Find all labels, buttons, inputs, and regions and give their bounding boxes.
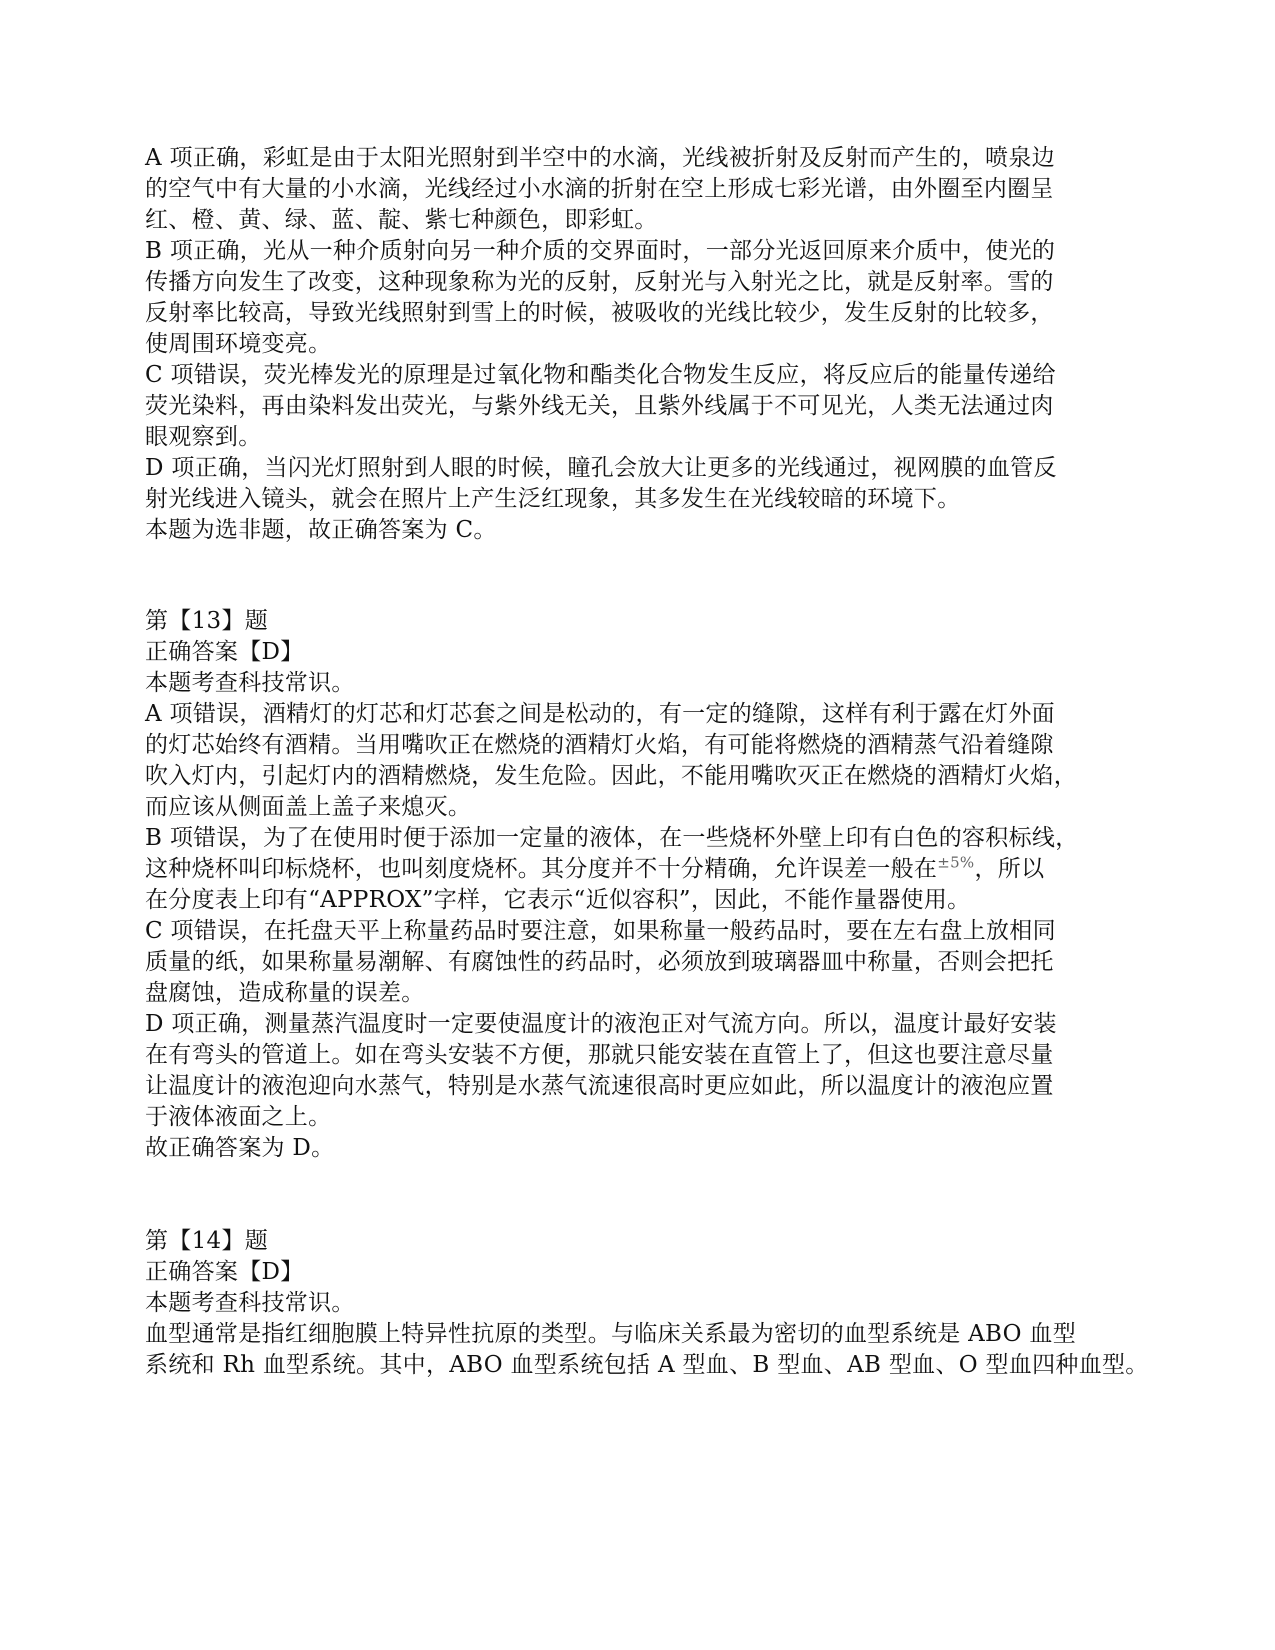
text-line <box>145 298 1145 329</box>
text-line <box>145 1350 1149 1381</box>
line-text: A 项错误，酒精灯的灯芯和灯芯套之间是松动的，有一定的缝隙，这样有利于露在灯外面 <box>145 701 1055 727</box>
section-q13 <box>145 606 1145 1164</box>
line-text: D 项正确，当闪光灯照射到人眼的时候，瞳孔会放大让更多的光线通过，视网膜的血管反 <box>145 455 1057 481</box>
tolerance-formula: ±5% <box>937 853 975 872</box>
line-text: C 项错误，荧光棒发光的原理是过氧化物和酯类化合物发生反应，将反应后的能量传递给 <box>145 362 1056 388</box>
text-line <box>145 174 1145 205</box>
line-text: A 项正确，彩虹是由于太阳光照射到半空中的水滴，光线被折射及反射而产生的，喷泉边 <box>145 145 1055 171</box>
section-q12-explanation <box>145 143 1145 546</box>
text-line <box>145 1226 1145 1257</box>
line-text: 射光线进入镜头，就会在照片上产生泛红现象，其多发生在光线较暗的环境下。 <box>145 486 961 512</box>
line-text: 于液体液面之上。 <box>145 1104 332 1130</box>
text-line <box>145 885 1145 916</box>
line-text: 系统和 Rh 血型系统。其中，ABO 血型系统包括 A 型血、B 型血、AB 型血、O 型血四种血型。 <box>145 1352 1149 1378</box>
text-line <box>145 823 1145 854</box>
line-text: 本题考查科技常识。 <box>145 670 355 696</box>
line-text: D 项正确，测量蒸汽温度时一定要使温度计的液泡正对气流方向。所以，温度计最好安装 <box>145 1011 1057 1037</box>
line-text: 本题考查科技常识。 <box>145 1290 355 1316</box>
text-line <box>145 329 1145 360</box>
line-text: B 项正确，光从一种介质射向另一种介质的交界面时，一部分光返回原来介质中，使光的 <box>145 238 1056 264</box>
text-line <box>145 391 1145 422</box>
line-text: 红、橙、黄、绿、蓝、靛、紫七种颜色，即彩虹。 <box>145 207 658 233</box>
line-text: 荧光染料，再由染料发出荧光，与紫外线无关，且紫外线属于不可见光，人类无法通过肉 <box>145 393 1054 419</box>
line-text: 在分度表上印有“APPROX”字样，它表示“近似容积”，因此，不能作量器使用。 <box>145 887 971 913</box>
text-line <box>145 1102 1145 1133</box>
line-text: 本题为选非题，故正确答案为 C。 <box>145 517 497 543</box>
line-text: 吹入灯内，引起灯内的酒精燃烧，发生危险。因此，不能用嘴吹灭正在燃烧的酒精灯火焰， <box>145 763 1077 789</box>
text-line <box>145 1009 1145 1040</box>
text-line <box>145 1257 1145 1288</box>
text-line <box>145 360 1145 391</box>
text-line <box>145 947 1145 978</box>
line-text: 的空气中有大量的小水滴，光线经过小水滴的折射在空上形成七彩光谱，由外圈至内圈呈 <box>145 176 1054 202</box>
text-line <box>145 515 1145 546</box>
line-text: 这种烧杯叫印标烧杯，也叫刻度烧杯。其分度并不十分精确，允许误差一般在 <box>145 856 938 882</box>
line-text: 眼观察到。 <box>145 424 262 450</box>
line-text: 第【14】题 <box>145 1228 269 1254</box>
text-line <box>145 854 1145 885</box>
text-line <box>145 143 1145 174</box>
line-text: 故正确答案为 D。 <box>145 1135 335 1161</box>
text-line <box>145 1133 1145 1164</box>
text-line <box>145 484 1145 515</box>
text-line <box>145 792 1145 823</box>
text-line <box>145 761 1145 792</box>
text-line <box>145 1071 1145 1102</box>
text-line <box>145 730 1145 761</box>
line-text: 让温度计的液泡迎向水蒸气，特别是水蒸气流速很高时更应如此，所以温度计的液泡应置 <box>145 1073 1054 1099</box>
text-line <box>145 422 1145 453</box>
line-text: 传播方向发生了改变，这种现象称为光的反射，反射光与入射光之比，就是反射率。雪的 <box>145 269 1054 295</box>
line-text-suffix: ，所以 <box>974 856 1045 882</box>
line-text: C 项错误，在托盘天平上称量药品时要注意，如果称量一般药品时，要在左右盘上放相同 <box>145 918 1056 944</box>
text-line <box>145 453 1145 484</box>
text-line <box>145 267 1145 298</box>
text-line <box>145 606 1145 637</box>
line-text: 使周围环境变亮。 <box>145 331 332 357</box>
line-text: 而应该从侧面盖上盖子来熄灭。 <box>145 794 472 820</box>
line-text: 正确答案【D】 <box>145 639 304 665</box>
line-text: 质量的纸，如果称量易潮解、有腐蚀性的药品时，必须放到玻璃器皿中称量，否则会把托 <box>145 949 1054 975</box>
text-line <box>145 1288 1145 1319</box>
section-q14 <box>145 1226 1149 1381</box>
line-text: 第【13】题 <box>145 608 269 634</box>
line-text: 在有弯头的管道上。如在弯头安装不方便，那就只能安装在直管上了，但这也要注意尽量 <box>145 1042 1054 1068</box>
line-text: 血型通常是指红细胞膜上特异性抗原的类型。与临床关系最为密切的血型系统是 ABO 血型 <box>145 1321 1077 1347</box>
text-line <box>145 236 1145 267</box>
text-line <box>145 668 1145 699</box>
line-text: B 项错误，为了在使用时便于添加一定量的液体，在一些烧杯外壁上印有白色的容积标线， <box>145 825 1079 851</box>
text-line <box>145 978 1145 1009</box>
line-text: 正确答案【D】 <box>145 1259 304 1285</box>
text-line <box>145 699 1145 730</box>
text-line <box>145 1319 1145 1350</box>
text-line <box>145 1040 1145 1071</box>
text-line <box>145 205 1145 236</box>
text-line <box>145 916 1145 947</box>
text-line <box>145 637 1145 668</box>
line-text: 盘腐蚀，造成称量的误差。 <box>145 980 425 1006</box>
line-text: 反射率比较高，导致光线照射到雪上的时候，被吸收的光线比较少，发生反射的比较多， <box>145 300 1054 326</box>
line-text: 的灯芯始终有酒精。当用嘴吹正在燃烧的酒精灯火焰，有可能将燃烧的酒精蒸气沿着缝隙 <box>145 732 1054 758</box>
